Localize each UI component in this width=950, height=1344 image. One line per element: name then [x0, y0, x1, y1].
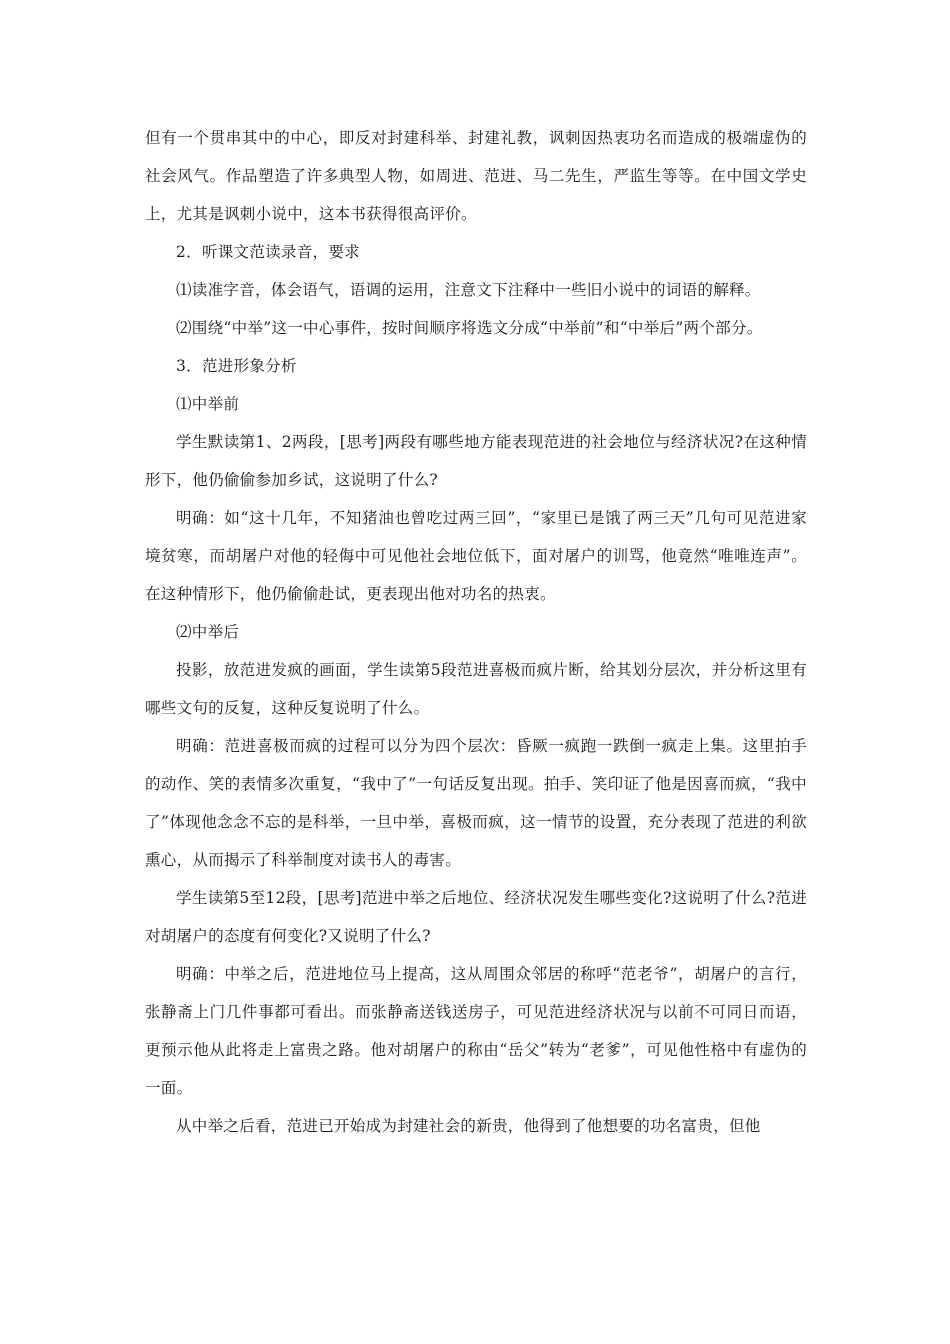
paragraph-before-exam-heading: ⑴中举前 — [176, 395, 240, 413]
paragraph-projection: 投影，放范进发疯的画面，学生读第5段范进喜极而疯片断，给其划分层次，并分析这里有哪些文句的反复，这种反复说明了什么。 — [145, 661, 807, 717]
paragraph-divide-sections: ⑵围绕“中举”这一中心事件，按时间顺序将选文分成“中举前”和“中举后”两个部分。 — [176, 319, 763, 337]
paragraph-reading-5-12: 学生读第5至12段，[思考]范进中举之后地位、经济状况发生哪些变化?这说明了什么?范进对胡屠户的态度有何变化?又说明了什么? — [145, 889, 807, 945]
paragraph-read-pronunciation: ⑴读准字音，体会语气，语调的运用，注意文下注释中一些旧小说中的词语的解释。 — [176, 281, 761, 299]
paragraph-character-analysis-heading: 3．范进形象分析 — [176, 357, 297, 375]
paragraph-listen-heading: 2．听课文范读录音，要求 — [176, 243, 360, 261]
paragraph-clarification-poverty: 明确：如“这十几年，不知猪油也曾吃过两三回”，“家里已是饿了两三天”几句可见范进家境贫寒，而胡屠户对他的轻侮中可见他社会地位低下，面对屠户的训骂，他竟然“唯唯连声”。在这种情形下，他仍偷偷赴试，更表现出他对功名的热衷。 — [145, 509, 807, 603]
paragraph-after-exam-heading: ⑵中举后 — [176, 623, 240, 641]
paragraph-silent-reading: 学生默读第1、2两段，[思考]两段有哪些地方能表现范进的社会地位与经济状况?在这种情形下，他仍偷偷参加乡试，这说明了什么? — [145, 433, 807, 489]
paragraph-clarification-madness: 明确：范进喜极而疯的过程可以分为四个层次：昏厥一疯跑一跌倒一疯走上集。这里拍手的动作、笑的表情多次重复，“我中了”一句话反复出现。拍手、笑印证了他是因喜而疯，“我中了”体现他念念不忘的是科举，一旦中举，喜极而疯，这一情节的设置，充分表现了范进的利欲熏心，从而揭示了科举制度对读书人的毒害。 — [145, 737, 807, 869]
paragraph-continuation: 但有一个贯串其中的中心，即反对封建科举、封建礼教，讽刺因热衷功名而造成的极端虚伪的社会风气。作品塑造了许多典型人物，如周进、范进、马二先生，严监生等等。在中国文学史上，尤其是讽刺小说中，这本书获得很高评价。 — [145, 129, 807, 223]
paragraph-after-exam-summary: 从中举之后看，范进已开始成为封建社会的新贵，他得到了他想要的功名富贵，但他 — [176, 1117, 761, 1135]
document-body — [145, 119, 807, 1145]
paragraph-clarification-status: 明确：中举之后，范进地位马上提高，这从周围众邻居的称呼“范老爷”，胡屠户的言行， 张静斋上门几件事都可看出。而张静斋送钱送房子，可见范进经济状况与以前不可同日而语，更预示他从此将走上富贵之路。他对胡屠户的称由“岳父”转为“老爹”，可见他性格中有虚伪的一面。 — [145, 965, 807, 1097]
